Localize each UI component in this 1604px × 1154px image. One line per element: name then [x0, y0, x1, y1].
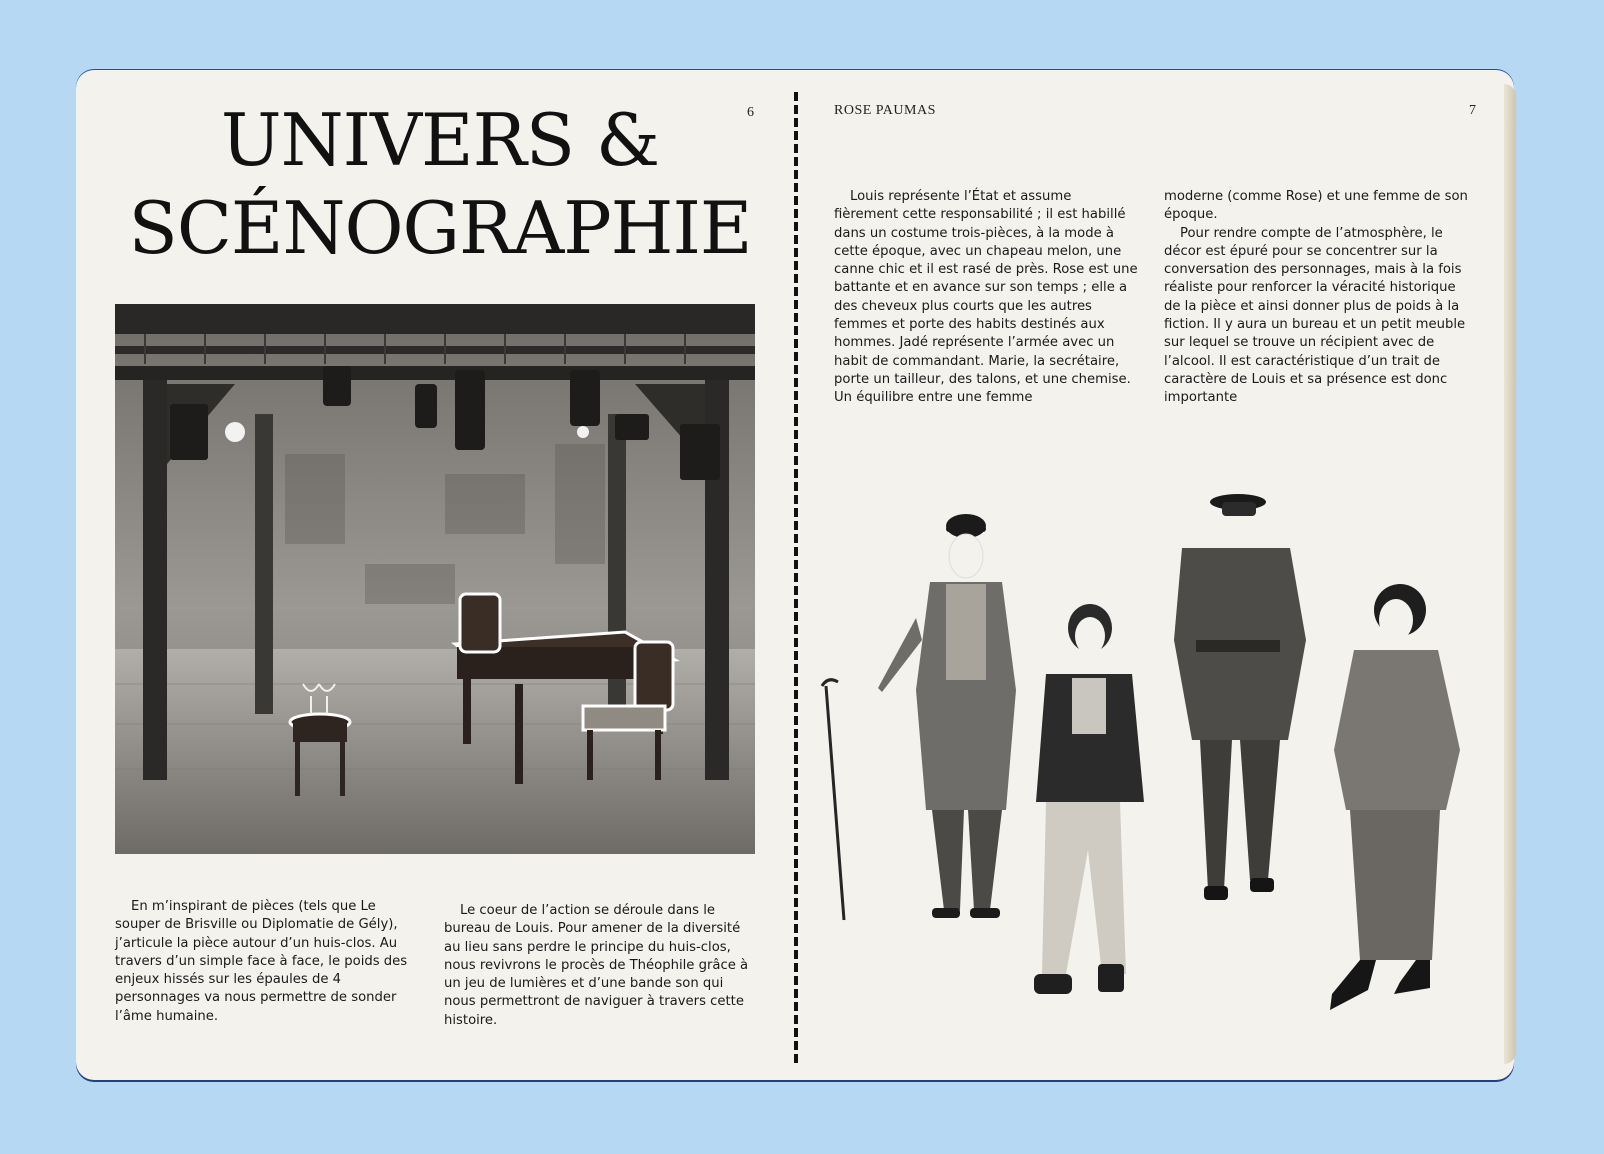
page-edge	[1504, 84, 1516, 1064]
costume-figures	[820, 490, 1480, 1050]
page-number-left: 6	[747, 105, 754, 120]
title-line-1: UNIVERS &	[220, 98, 660, 182]
gutter-binding	[794, 92, 798, 1066]
right-column-2	[1164, 188, 1469, 408]
title-line-2: SCÉNOGRAPHIE	[128, 186, 752, 270]
running-head: ROSE PAUMAS	[834, 103, 936, 118]
left-column-2	[444, 902, 749, 1030]
figure-marie	[1330, 584, 1460, 1010]
paragraph: moderne (comme Rose) et une femme de son époque.	[1164, 189, 1468, 223]
figure-jade	[1174, 494, 1306, 900]
page-number-right: 7	[1469, 103, 1476, 118]
right-column-1	[834, 188, 1139, 408]
costume-illustration	[820, 490, 1480, 1050]
figure-louis	[822, 514, 1016, 920]
paragraph: En m’inspirant de pièces (tels que Le souper de Brisville ou Diplomatie de Gély), j’articule la pièce autour d’un huis-clos. Au travers d’un simple face à face, le poids des enjeux hissés sur les épaules de 4 personnages va nous permettre de sonder l’âme humaine.	[115, 899, 408, 1024]
stage-photo	[115, 304, 755, 854]
paragraph: Le coeur de l’action se déroule dans le bureau de Louis. Pour amener de la diversité au lieu sans perdre le principe du huis-clos, nous revivrons le procès de Théophile grâce à un jeu de lumières et d’une bande son qui nous permettront de naviguer à travers cette histoire.	[444, 903, 749, 1028]
paragraph: Pour rendre compte de l’atmosphère, le décor est épuré pour se concentrer sur la conversation des personnages, mais à la fois réaliste pour renforcer la véracité historique de la pièce et ainsi donner plus de poids à la fiction. Il y aura un bureau et un petit meuble sur lequel se trouve un récipient avec de l’alcool. Il est caractéristique d’un trait de caractère de Louis et sa présence est donc importante	[1164, 225, 1466, 406]
left-column-1	[115, 898, 415, 1026]
page-title	[110, 96, 770, 272]
stage-illustration	[115, 304, 755, 854]
paragraph: Louis représente l’État et assume fièrement cette responsabilité ; il est habillé dans un costume trois-pièces, à la mode à cette époque, avec un chapeau melon, une canne chic et il est rasé de près. Rose est une battante et en avance sur son temps ; elle a des cheveux plus courts que les autres femmes et porte des habits destinés aux hommes. Jadé représente l’armée avec un habit de commandant. Marie, la secrétaire, porte un tailleur, des talons, et une chemise. Un équilibre entre une femme	[834, 189, 1138, 406]
figure-rose	[1034, 604, 1144, 994]
